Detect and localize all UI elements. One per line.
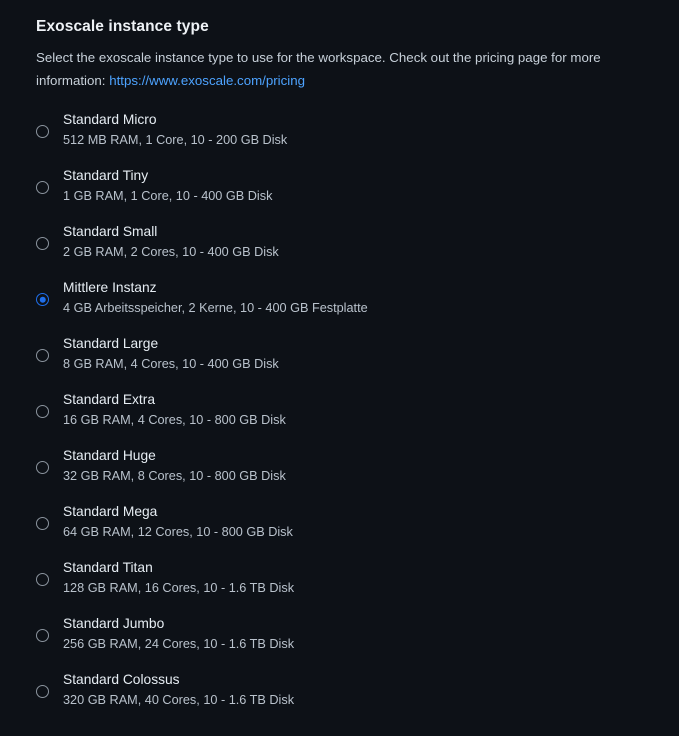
instance-type-labels — [63, 446, 286, 485]
instance-type-name: Standard Extra — [63, 392, 156, 407]
instance-type-labels — [63, 110, 287, 149]
instance-type-name: Standard Tiny — [63, 168, 149, 183]
pricing-link[interactable]: https://www.exoscale.com/pricing — [109, 73, 306, 88]
instance-type-labels — [63, 222, 279, 261]
instance-type-option[interactable] — [36, 446, 655, 502]
instance-type-labels — [63, 334, 279, 373]
instance-type-spec: 16 GB RAM, 4 Cores, 10 - 800 GB Disk — [63, 413, 286, 427]
instance-type-name: Standard Mega — [63, 504, 158, 519]
instance-type-spec: 4 GB Arbeitsspeicher, 2 Kerne, 10 - 400 GB Festplatte — [63, 301, 368, 315]
instance-type-option[interactable] — [36, 278, 655, 334]
instance-type-name: Standard Colossus — [63, 672, 180, 687]
instance-type-option[interactable] — [36, 614, 655, 670]
description-text: Select the exoscale instance type to use for the workspace. Check out the pricing page for more information: — [36, 50, 601, 88]
instance-type-spec: 256 GB RAM, 24 Cores, 10 - 1.6 TB Disk — [63, 637, 295, 651]
instance-type-labels — [63, 502, 293, 541]
radio-button-icon[interactable] — [36, 573, 49, 586]
radio-button-icon[interactable] — [36, 237, 49, 250]
instance-type-option[interactable] — [36, 222, 655, 278]
instance-type-name: Standard Huge — [63, 448, 156, 463]
radio-button-icon[interactable] — [36, 349, 49, 362]
radio-button-icon[interactable] — [36, 125, 49, 138]
instance-type-spec: 64 GB RAM, 12 Cores, 10 - 800 GB Disk — [63, 525, 293, 539]
instance-type-name: Standard Small — [63, 224, 158, 239]
instance-type-option[interactable] — [36, 670, 655, 726]
instance-type-name: Standard Jumbo — [63, 616, 165, 631]
instance-type-spec: 320 GB RAM, 40 Cores, 10 - 1.6 TB Disk — [63, 693, 295, 707]
instance-type-name: Standard Micro — [63, 112, 157, 127]
instance-type-option[interactable] — [36, 502, 655, 558]
instance-type-name: Standard Titan — [63, 560, 153, 575]
instance-type-name: Standard Large — [63, 336, 159, 351]
instance-type-spec: 8 GB RAM, 4 Cores, 10 - 400 GB Disk — [63, 357, 279, 371]
radio-button-icon[interactable] — [36, 629, 49, 642]
radio-button-icon[interactable] — [36, 461, 49, 474]
radio-button-icon[interactable] — [36, 517, 49, 530]
instance-type-labels — [63, 670, 294, 709]
radio-button-icon[interactable] — [36, 685, 49, 698]
instance-type-labels — [63, 558, 294, 597]
instance-type-spec: 512 MB RAM, 1 Core, 10 - 200 GB Disk — [63, 133, 288, 147]
radio-button-icon[interactable] — [36, 405, 49, 418]
instance-type-option[interactable] — [36, 334, 655, 390]
instance-type-labels — [63, 614, 294, 653]
instance-type-spec: 1 GB RAM, 1 Core, 10 - 400 GB Disk — [63, 189, 273, 203]
instance-type-labels — [63, 390, 286, 429]
instance-type-name: Mittlere Instanz — [63, 280, 157, 295]
instance-type-option[interactable] — [36, 110, 655, 166]
radio-button-icon[interactable] — [36, 181, 49, 194]
panel-description — [36, 46, 636, 92]
instance-type-option[interactable] — [36, 558, 655, 614]
instance-type-option[interactable] — [36, 390, 655, 446]
instance-type-labels — [63, 278, 368, 317]
page-title: Exoscale instance type — [36, 18, 209, 35]
radio-button-icon[interactable] — [36, 293, 49, 306]
instance-type-spec: 128 GB RAM, 16 Cores, 10 - 1.6 TB Disk — [63, 581, 295, 595]
instance-type-option[interactable] — [36, 166, 655, 222]
instance-type-radio-group[interactable] — [36, 110, 655, 726]
instance-type-spec: 2 GB RAM, 2 Cores, 10 - 400 GB Disk — [63, 245, 279, 259]
instance-type-labels — [63, 166, 272, 205]
instance-type-spec: 32 GB RAM, 8 Cores, 10 - 800 GB Disk — [63, 469, 286, 483]
